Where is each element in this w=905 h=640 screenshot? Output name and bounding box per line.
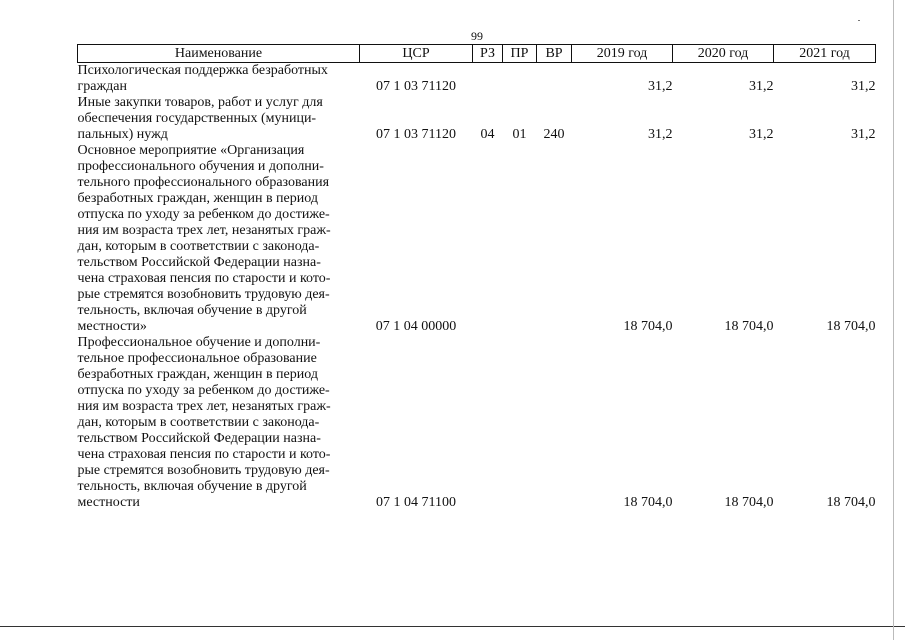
header-name: Наименование — [78, 45, 360, 63]
cell-y2021: 31,2 — [851, 79, 876, 94]
row-name-line: ния им возраста трех лет, незанятых граж- — [77, 223, 331, 238]
row-name — [78, 95, 360, 143]
row-name-line: тельством Российской Федерации назна- — [77, 431, 321, 446]
page-right-border — [893, 0, 894, 640]
cell-vr — [537, 143, 572, 335]
row-name-line: пальных) нужд — [77, 127, 168, 142]
cell-csr: 07 1 04 00000 — [375, 319, 457, 334]
row-name-line: дан, которым в соответствии с законода- — [77, 239, 320, 254]
header-row — [78, 45, 876, 63]
row-name-line: тельного профессионального образования — [77, 175, 330, 190]
row-name-line: Психологическая поддержка безработных — [77, 63, 328, 78]
cell-vr — [537, 63, 572, 96]
scan-mark — [858, 20, 860, 21]
row-name-line: профессионального обучения и дополни- — [77, 159, 324, 174]
row-name — [78, 335, 360, 511]
row-name-line: местности» — [77, 319, 147, 334]
row-name — [78, 63, 360, 96]
page-number: 99 — [471, 29, 483, 43]
row-name-line: граждан — [77, 79, 127, 94]
row-name-line: тельность, включая обучение в другой — [77, 479, 307, 494]
header-rz: РЗ — [473, 45, 503, 63]
table-row — [78, 335, 876, 511]
row-name-line: тельное профессиональное образование — [77, 351, 317, 366]
cell-y2021: 18 704,0 — [826, 495, 876, 510]
cell-y2020: 18 704,0 — [724, 495, 774, 510]
cell-rz: 04 — [480, 127, 495, 142]
header-vr: ВР — [537, 45, 572, 63]
row-name-line: обеспечения государственных (муници- — [77, 111, 317, 126]
table-row — [78, 95, 876, 143]
budget-table — [77, 44, 876, 511]
cell-csr: 07 1 03 71120 — [376, 127, 456, 142]
cell-rz — [473, 335, 503, 511]
header-2020: 2020 год — [673, 45, 774, 63]
cell-y2020: 18 704,0 — [724, 319, 774, 334]
row-name-line: местности — [77, 495, 140, 510]
row-name-line: чена страховая пенсия по старости и кото- — [77, 447, 331, 462]
cell-vr: 240 — [543, 127, 565, 142]
cell-y2020: 31,2 — [749, 127, 774, 142]
cell-rz — [473, 143, 503, 335]
cell-y2021: 18 704,0 — [826, 319, 876, 334]
table-row — [78, 143, 876, 335]
cell-y2019: 31,2 — [648, 127, 673, 142]
row-name-line: Основное мероприятие «Организация — [77, 143, 305, 158]
cell-y2020: 31,2 — [749, 79, 774, 94]
cell-y2019: 31,2 — [648, 79, 673, 94]
cell-pr — [503, 143, 537, 335]
row-name-line: тельность, включая обучение в другой — [77, 303, 307, 318]
header-pr: ПР — [503, 45, 537, 63]
row-name-line: ния им возраста трех лет, незанятых граж- — [77, 399, 331, 414]
table-row — [78, 63, 876, 96]
cell-pr: 01 — [512, 127, 527, 142]
cell-pr — [503, 335, 537, 511]
cell-y2021: 31,2 — [851, 127, 876, 142]
header-2021: 2021 год — [774, 45, 876, 63]
header-csr: ЦСР — [360, 45, 473, 63]
cell-y2019: 18 704,0 — [623, 495, 673, 510]
row-name-line: отпуска по уходу за ребенком до достиже- — [77, 383, 330, 398]
cell-csr: 07 1 03 71120 — [376, 79, 456, 94]
row-name-line: тельством Российской Федерации назна- — [77, 255, 321, 270]
cell-csr: 07 1 04 71100 — [376, 495, 456, 510]
row-name-line: дан, которым в соответствии с законода- — [77, 415, 320, 430]
row-name-line: отпуска по уходу за ребенком до достиже- — [77, 207, 330, 222]
row-name-line: рые стремятся возобновить трудовую дея- — [77, 287, 330, 302]
row-name — [78, 143, 360, 335]
cell-pr — [503, 63, 537, 96]
row-name-line: безработных граждан, женщин в период — [77, 367, 318, 382]
row-name-line: чена страховая пенсия по старости и кото- — [77, 271, 331, 286]
row-name-line: рые стремятся возобновить трудовую дея- — [77, 463, 330, 478]
cell-y2019: 18 704,0 — [623, 319, 673, 334]
row-name-line: Профессиональное обучение и дополни- — [77, 335, 321, 350]
page-bottom-border — [0, 626, 905, 627]
header-2019: 2019 год — [572, 45, 673, 63]
cell-vr — [537, 335, 572, 511]
cell-rz — [473, 63, 503, 96]
row-name-line: Иные закупки товаров, работ и услуг для — [77, 95, 323, 110]
table-body — [78, 63, 876, 512]
row-name-line: безработных граждан, женщин в период — [77, 191, 318, 206]
